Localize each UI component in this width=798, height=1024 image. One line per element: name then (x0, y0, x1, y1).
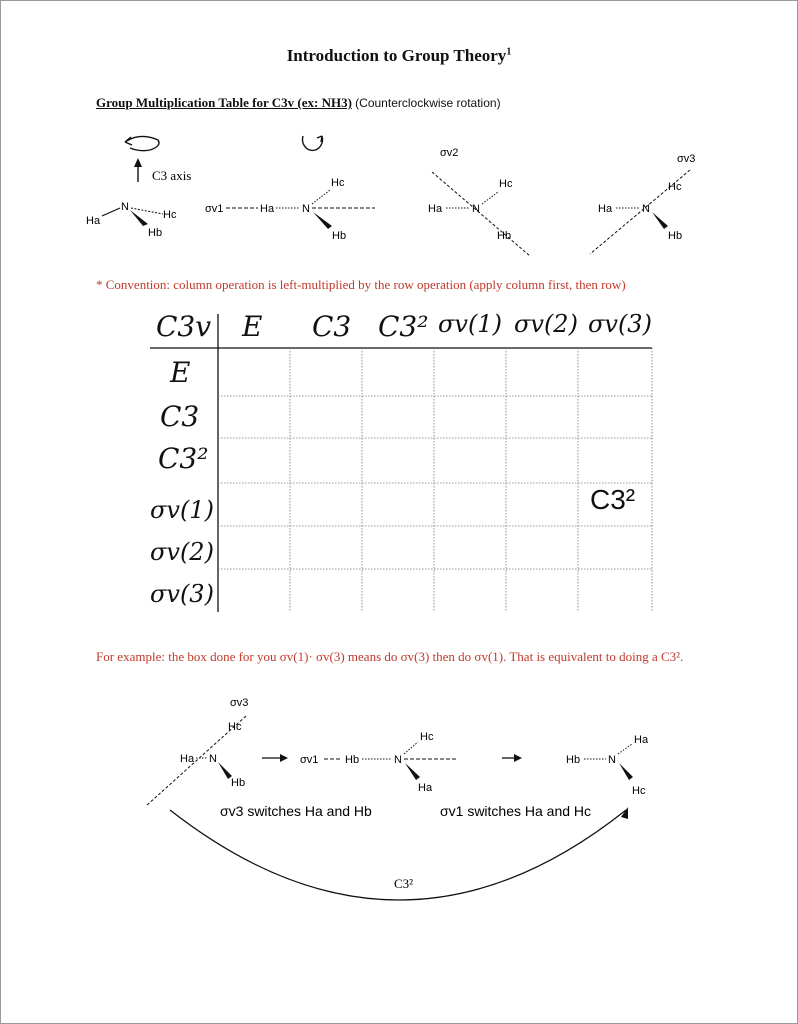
svg-text:Hb: Hb (148, 227, 163, 239)
svg-text:Hc: Hc (228, 721, 242, 733)
svg-text:Ha: Ha (86, 215, 101, 227)
overall-operation-label: C3² (394, 876, 414, 891)
svg-text:Ha: Ha (260, 203, 275, 215)
table-cell-filled: C3² (590, 484, 636, 515)
svg-text:Ha: Ha (180, 753, 195, 765)
row-header: σv(2) (150, 538, 214, 566)
svg-text:σv3: σv3 (230, 697, 249, 709)
row-header: C3 (160, 400, 200, 433)
svg-text:Ha: Ha (418, 782, 433, 794)
svg-text:Ha: Ha (598, 203, 613, 215)
svg-text:N: N (472, 203, 480, 215)
arrow-right-icon (262, 754, 288, 762)
nh3-molecule-4 (590, 153, 695, 254)
c3-axis-label: C3 axis (152, 168, 192, 183)
svg-text:Hb: Hb (231, 777, 246, 789)
svg-text:Hb: Hb (668, 230, 683, 242)
svg-text:Hc: Hc (163, 209, 177, 221)
column-header: C3² (378, 310, 429, 343)
caption-sigma-v1: σv1 switches Ha and Hc (440, 803, 592, 819)
svg-text:N: N (121, 201, 129, 213)
section-heading (96, 95, 501, 111)
row-header: σv(1) (150, 496, 214, 524)
svg-text:Hc: Hc (499, 178, 513, 190)
caption-sigma-v3: σv3 switches Ha and Hb (220, 803, 372, 819)
svg-text:Ha: Ha (428, 203, 443, 215)
column-header: σv(2) (514, 310, 578, 338)
svg-text:N: N (394, 754, 402, 766)
nh3-molecule-2 (205, 177, 375, 242)
rotation-arrow-icon (125, 136, 159, 150)
svg-text:Hc: Hc (632, 785, 646, 797)
svg-text:Hb: Hb (332, 230, 347, 242)
svg-text:σv1: σv1 (300, 754, 319, 766)
sequence-molecule-2 (300, 731, 458, 794)
svg-text:σv3: σv3 (677, 153, 696, 165)
svg-text:Ha: Ha (634, 734, 649, 746)
svg-text:Hb: Hb (566, 754, 581, 766)
page-title: Introduction to Group Theory$^1$ (286, 46, 512, 65)
table-corner-label: C3v (156, 310, 212, 343)
svg-text:Hb: Hb (345, 754, 360, 766)
convention-note: * Convention: column operation is left-multiplied by the row operation (apply column first, then row) (96, 277, 626, 292)
svg-text:N: N (608, 754, 616, 766)
svg-text:Hc: Hc (420, 731, 434, 743)
sequence-molecule-3 (566, 734, 649, 797)
column-header: E (242, 310, 263, 343)
svg-text:Hc: Hc (331, 177, 345, 189)
svg-text:σv2: σv2 (440, 147, 459, 159)
table-grid (150, 306, 655, 614)
nh3-symmetry-figure (0, 120, 798, 270)
rotation-circle-icon (303, 136, 323, 150)
c3-axis-arrow-icon (134, 158, 142, 182)
svg-text:N: N (642, 203, 650, 215)
row-header: C3² (158, 442, 209, 475)
arrow-right-icon (502, 754, 522, 762)
column-header: σv(1) (438, 310, 502, 338)
nh3-molecule-3 (428, 147, 530, 256)
nh3-molecule-1 (86, 201, 177, 239)
row-header: σv(3) (150, 580, 214, 608)
operation-sequence-figure (0, 690, 798, 910)
section-heading-underlined: Group Multiplication Table for C3v (ex: NH3) (96, 95, 352, 110)
svg-text:N: N (302, 203, 310, 215)
row-header: E (170, 356, 191, 389)
example-note: For example: the box done for you σv(1)· σv(3) means do σv(3) then do σv(1). That is equivalent to doing a C3². (96, 649, 684, 664)
svg-text:Hb: Hb (497, 230, 512, 242)
svg-text:σv1: σv1 (205, 203, 224, 215)
svg-text:N: N (209, 753, 217, 765)
svg-text:Hc: Hc (668, 181, 682, 193)
column-header: σv(3) (588, 310, 652, 338)
column-header: C3 (312, 310, 352, 343)
sequence-molecule-1 (146, 697, 248, 806)
multiplication-table (150, 306, 655, 614)
section-heading-rest: (Counterclockwise rotation) (355, 96, 501, 110)
